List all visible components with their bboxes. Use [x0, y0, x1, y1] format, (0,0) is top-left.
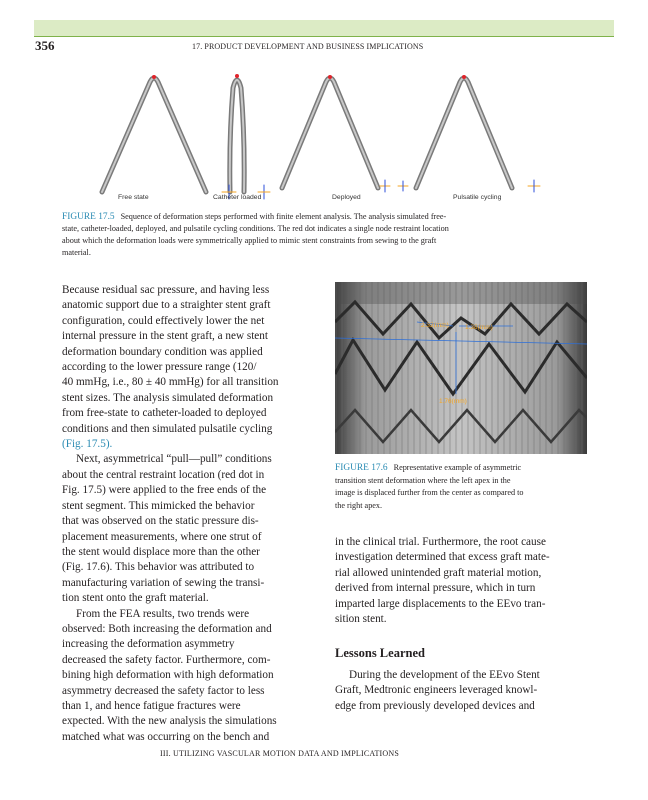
- caption-line: transition stent deformation where the left apex in the: [335, 475, 511, 485]
- stent-deployed: [282, 75, 390, 192]
- text-line: 40 mmHg, i.e., 80 ± 40 mmHg) for all transition: [62, 376, 279, 389]
- stent-catheter-loaded: [222, 74, 270, 199]
- measurement-label-left: 2.32(mm): [421, 322, 449, 329]
- text-line: decreased the safety factor. Furthermore, com-: [62, 653, 271, 666]
- caption-line: the right apex.: [335, 500, 383, 510]
- figure-label: FIGURE 17.5: [62, 212, 115, 222]
- text-line: according to the lower pressure range (120/: [62, 361, 257, 374]
- text-line: observed: Both increasing the deformation and: [62, 622, 272, 635]
- restraint-dot: [152, 75, 156, 79]
- caption-line: Sequence of deformation steps performed with finite element analysis. The analysis simulated free-: [120, 212, 447, 221]
- text-line: expected. With the new analysis the simulations: [62, 715, 277, 728]
- figure-17-6-photo: [335, 282, 587, 454]
- text-line: anatomic support due to a straighter stent graft: [62, 299, 271, 312]
- header-rule: [34, 36, 614, 37]
- text-line: in the clinical trial. Furthermore, the root cause: [335, 536, 546, 548]
- text-line: investigation determined that excess graft mate-: [335, 551, 550, 564]
- text-line: increasing the deformation asymmetry: [62, 638, 235, 651]
- header-band: [34, 20, 614, 36]
- text-line: than 1, and hence fatigue fractures were: [62, 699, 241, 712]
- text-line: about the central restraint location (red dot in: [62, 468, 265, 481]
- text-line: tion stent onto the graft material.: [62, 592, 209, 605]
- text-line: From the FEA results, two trends were: [76, 607, 250, 620]
- running-head: 17. PRODUCT DEVELOPMENT AND BUSINESS IMPLICATIONS: [192, 42, 424, 51]
- figure-17-5-caption: [62, 211, 590, 259]
- page-number: 356: [35, 38, 55, 53]
- text-line: the stent would displace more than the other: [62, 545, 260, 558]
- left-column-text: [62, 283, 317, 745]
- right-column-text: [335, 535, 589, 627]
- caption-line: about which the deformation loads were symmetrically applied to mimic stent constraints from sewing to the graft: [62, 236, 437, 245]
- panel-label-catheter-loaded: Catheter loaded: [213, 194, 262, 201]
- text-line: stent segment. This mimicked the behavior: [62, 499, 255, 512]
- text-line: deformation boundary condition was applied: [62, 345, 263, 358]
- text-line: derived from internal pressure, which in turn: [335, 582, 536, 595]
- text-line: During the development of the EEvo Stent: [349, 669, 540, 681]
- caption-line: image is displaced further from the center as compared to: [335, 488, 524, 497]
- text-line: (Fig. 17.6). This behavior was attributed to: [62, 561, 255, 574]
- figure-17-5-stent-sequence: [88, 68, 558, 206]
- text-line: Graft, Medtronic engineers leveraged knowl-: [335, 684, 538, 697]
- text-line: matched what was occurring on the bench and: [62, 730, 270, 743]
- text-line: that was observed on the static pressure dis-: [62, 515, 259, 528]
- panel-label-deployed: Deployed: [332, 194, 361, 201]
- caption-line: Representative example of asymmetric: [393, 463, 522, 472]
- text-line: rial allowed unintended graft material motion,: [335, 566, 542, 579]
- text-line: placement measurements, where one strut of: [62, 530, 262, 543]
- text-line: internal pressure in the stent graft, a new stent: [62, 330, 268, 343]
- panel-label-free-state: Free state: [118, 194, 149, 201]
- right-column-text-2: [335, 668, 589, 714]
- measurement-label-right: 1.38(mm): [465, 324, 493, 331]
- text-line: Because residual sac pressure, and having less: [62, 284, 270, 296]
- text-line: imparted large displacements to the EEvo tran-: [335, 597, 546, 610]
- text-line: bining high deformation with high deformation: [62, 669, 274, 682]
- page-footer: III. UTILIZING VASCULAR MOTION DATA AND IMPLICATIONS: [160, 749, 400, 758]
- figure-reference-link[interactable]: (Fig. 17.5).: [62, 438, 113, 451]
- text-line: from free-state to catheter-loaded to deployed: [62, 407, 267, 420]
- figure-label: FIGURE 17.6: [335, 463, 388, 473]
- text-line: asymmetry decreased the safety factor to less: [62, 684, 265, 697]
- stent-pulsatile-cycling: [398, 75, 540, 192]
- panel-label-pulsatile-cycling: Pulsatile cycling: [453, 194, 502, 201]
- caption-line: state, catheter-loaded, deployed, and pulsatile cycling conditions. The red dot indicates a single node restraint location: [62, 224, 449, 233]
- text-line: edge from previously developed devices and: [335, 699, 535, 712]
- figure-17-6-caption: [335, 462, 591, 512]
- text-line: conditions and then simulated pulsatile cycling: [62, 422, 273, 435]
- stent-free-state: [102, 75, 206, 192]
- text-line: Next, asymmetrical “pull—pull” conditions: [76, 453, 272, 466]
- text-line: manufacturing variation of sewing the transi-: [62, 576, 265, 589]
- text-line: configuration, could effectively lower the net: [62, 314, 265, 327]
- section-heading: Lessons Learned: [335, 646, 425, 660]
- measurement-label-center: 1.76(mm): [439, 398, 467, 405]
- text-line: Fig. 17.5) were applied to the free ends of the: [62, 484, 267, 497]
- text-line: stent sizes. The analysis simulated deformation: [62, 391, 274, 404]
- text-line: sition stent.: [335, 613, 387, 626]
- caption-line: material.: [62, 248, 91, 257]
